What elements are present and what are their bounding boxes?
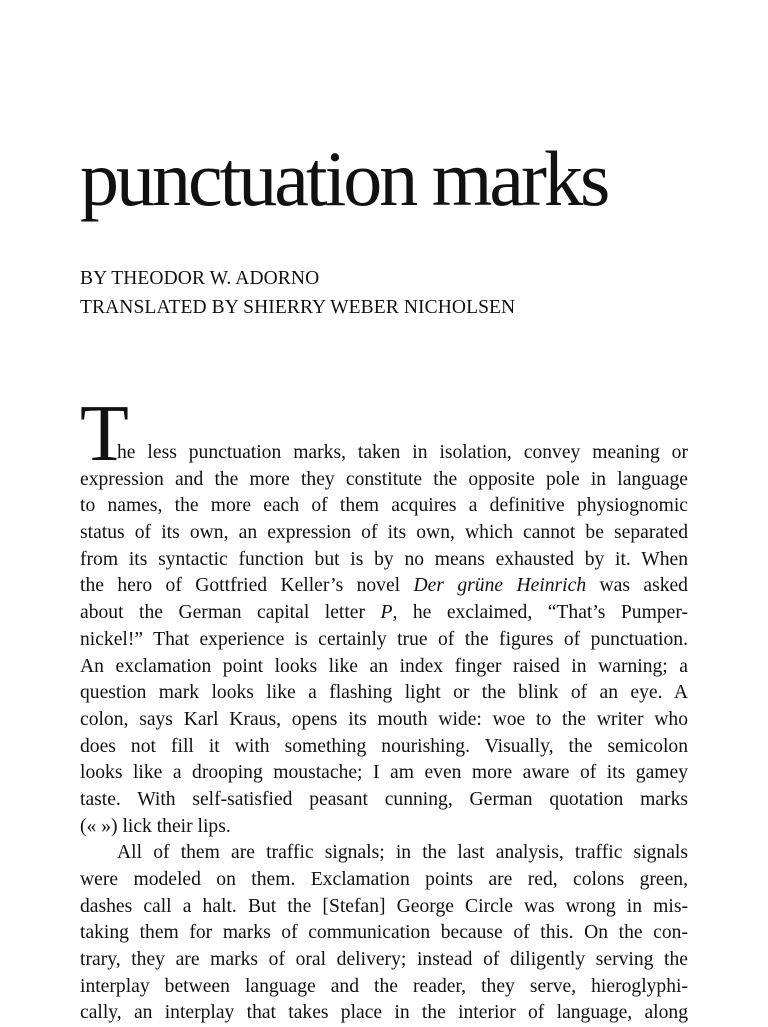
text-line: were modeled on them. Exclamation points are red, colons green,: [80, 869, 688, 890]
text-segment: was asked: [586, 575, 688, 597]
text-line: from its syntactic function but is by no means exhausted by it. When: [80, 548, 688, 570]
text-line: looks like a drooping moustache; I am even more aware of its gamey: [80, 762, 688, 784]
text-line: question mark looks like a flashing light or the blink of an eye. A: [80, 682, 688, 704]
text-line: interplay between language and the reader, they serve, hieroglyphi-: [80, 975, 688, 997]
novel-title: Der grüne Heinrich: [413, 575, 587, 597]
paragraph-1: [80, 390, 688, 840]
text-line: trary, they are marks of oral delivery; instead of diligently serving the: [80, 949, 688, 971]
text-line-content: he less punctuation marks, taken in isolation, convey meaning or: [117, 442, 688, 463]
paragraph-2: [80, 840, 688, 1027]
article-body: [80, 390, 688, 1027]
text-line: colon, says Karl Kraus, opens its mouth wide: woe to the writer who: [80, 708, 688, 730]
drop-cap: T: [80, 390, 129, 478]
text-line: [80, 390, 688, 478]
text-line: [80, 600, 688, 627]
text-segment: , he exclaimed, “That’s Pumper-: [392, 602, 688, 624]
text-line: dashes call a halt. But the [Stefan] George Circle was wrong in mis-: [80, 895, 688, 917]
document-page: [80, 0, 690, 1024]
text-segment: about the German capital letter: [80, 602, 381, 624]
text-line: to names, the more each of them acquires a definitive physiognomic: [80, 495, 688, 517]
text-line: taste. With self-satisfied peasant cunning, German quotation marks: [80, 788, 688, 810]
text-line: taking them for marks of communication because of this. On the con-: [80, 922, 688, 944]
text-line: does not fill it with something nourishing. Visually, the semicolon: [80, 735, 688, 757]
text-line: An exclamation point looks like an index finger raised in warning; a: [80, 655, 688, 677]
text-line: All of them are traffic signals; in the last analysis, traffic signals: [117, 842, 688, 864]
translator-credit: TRANSLATED BY SHIERRY WEBER NICHOLSEN: [80, 297, 516, 318]
text-line: expression and the more they constitute the opposite pole in language: [80, 468, 688, 490]
letter-p: P: [380, 602, 393, 624]
article-title: punctuation marks: [80, 135, 608, 222]
text-line: nickel!” That experience is certainly true of the figures of punctuation.: [80, 628, 688, 650]
author-credit: BY THEODOR W. ADORNO: [80, 268, 320, 289]
byline: [80, 264, 515, 322]
text-line: status of its own, an expression of its own, which cannot be separated: [80, 522, 688, 544]
text-line: cally, an interplay that takes place in the interior of language, along: [80, 1002, 688, 1024]
text-line: [80, 573, 688, 600]
text-line: (« ») lick their lips.: [80, 815, 231, 837]
text-segment: the hero of Gottfried Keller’s novel: [80, 575, 414, 597]
